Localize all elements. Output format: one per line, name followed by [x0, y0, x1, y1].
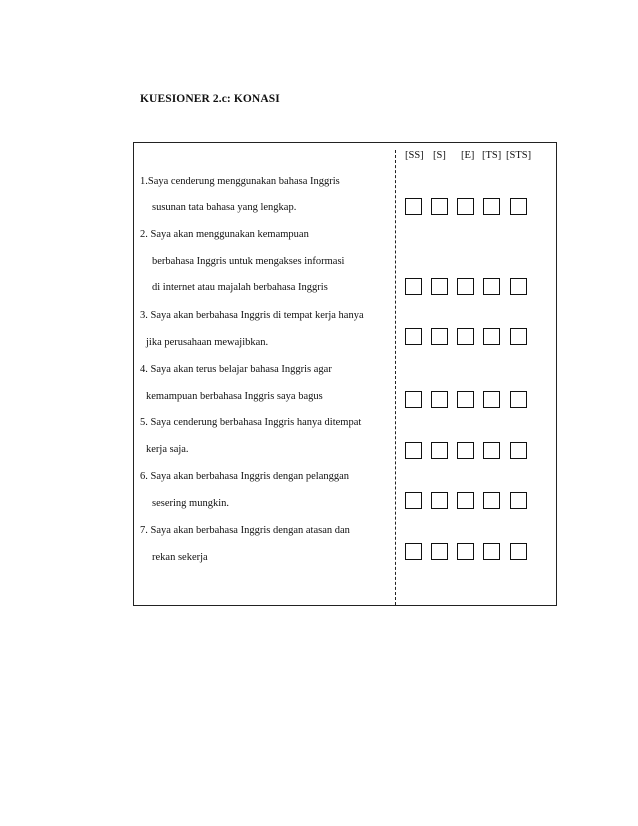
- item-4-line-1: 4. Saya akan terus belajar bahasa Inggris agar: [140, 364, 332, 375]
- item-1-line-2: susunan tata bahasa yang lengkap.: [152, 202, 297, 213]
- item-1-s-checkbox[interactable]: [431, 198, 448, 215]
- item-6-e-checkbox[interactable]: [457, 492, 474, 509]
- item-4-line-2: kemampuan berbahasa Inggris saya bagus: [146, 391, 323, 402]
- item-7-ts-checkbox[interactable]: [483, 543, 500, 560]
- item-5-line-2: kerja saja.: [146, 444, 189, 455]
- item-5-ts-checkbox[interactable]: [483, 442, 500, 459]
- item-7-e-checkbox[interactable]: [457, 543, 474, 560]
- item-2-line-1: 2. Saya akan menggunakan kemampuan: [140, 229, 309, 240]
- item-3-s-checkbox[interactable]: [431, 328, 448, 345]
- item-3-ss-checkbox[interactable]: [405, 328, 422, 345]
- scale-header-ss: [SS]: [405, 150, 424, 161]
- item-5-e-checkbox[interactable]: [457, 442, 474, 459]
- item-2-line-2: berbahasa Inggris untuk mengakses informasi: [152, 256, 345, 267]
- item-3-line-1: 3. Saya akan berbahasa Inggris di tempat kerja hanya: [140, 310, 364, 321]
- item-2-line-3: di internet atau majalah berbahasa Inggris: [152, 282, 328, 293]
- item-3-sts-checkbox[interactable]: [510, 328, 527, 345]
- item-1-ts-checkbox[interactable]: [483, 198, 500, 215]
- item-6-line-2: sesering mungkin.: [152, 498, 229, 509]
- item-3-e-checkbox[interactable]: [457, 328, 474, 345]
- item-5-line-1: 5. Saya cenderung berbahasa Inggris hanya ditempat: [140, 417, 362, 428]
- item-7-line-1: 7. Saya akan berbahasa Inggris dengan atasan dan: [140, 525, 350, 536]
- scale-header-sts: [STS]: [506, 150, 532, 161]
- item-7-line-2: rekan sekerja: [152, 552, 208, 563]
- item-6-s-checkbox[interactable]: [431, 492, 448, 509]
- item-2-ts-checkbox[interactable]: [483, 278, 500, 295]
- item-6-sts-checkbox[interactable]: [510, 492, 527, 509]
- item-6-ss-checkbox[interactable]: [405, 492, 422, 509]
- item-2-e-checkbox[interactable]: [457, 278, 474, 295]
- item-5-sts-checkbox[interactable]: [510, 442, 527, 459]
- item-1-sts-checkbox[interactable]: [510, 198, 527, 215]
- item-3-ts-checkbox[interactable]: [483, 328, 500, 345]
- item-4-e-checkbox[interactable]: [457, 391, 474, 408]
- item-6-ts-checkbox[interactable]: [483, 492, 500, 509]
- item-7-sts-checkbox[interactable]: [510, 543, 527, 560]
- item-1-ss-checkbox[interactable]: [405, 198, 422, 215]
- item-2-sts-checkbox[interactable]: [510, 278, 527, 295]
- item-3-line-2: jika perusahaan mewajibkan.: [146, 337, 269, 348]
- item-1-line-1: 1.Saya cenderung menggunakan bahasa Inggris: [140, 176, 340, 187]
- item-7-s-checkbox[interactable]: [431, 543, 448, 560]
- item-1-e-checkbox[interactable]: [457, 198, 474, 215]
- item-2-s-checkbox[interactable]: [431, 278, 448, 295]
- scale-header-ts: [TS]: [482, 150, 502, 161]
- item-4-ss-checkbox[interactable]: [405, 391, 422, 408]
- item-5-s-checkbox[interactable]: [431, 442, 448, 459]
- item-2-ss-checkbox[interactable]: [405, 278, 422, 295]
- scale-header-e: [E]: [461, 150, 475, 161]
- item-5-ss-checkbox[interactable]: [405, 442, 422, 459]
- column-divider: [395, 150, 396, 605]
- item-4-s-checkbox[interactable]: [431, 391, 448, 408]
- item-6-line-1: 6. Saya akan berbahasa Inggris dengan pelanggan: [140, 471, 350, 482]
- scale-header-s: [S]: [433, 150, 446, 161]
- item-7-ss-checkbox[interactable]: [405, 543, 422, 560]
- item-4-ts-checkbox[interactable]: [483, 391, 500, 408]
- questionnaire-title: KUESIONER 2.c: KONASI: [140, 93, 280, 105]
- item-4-sts-checkbox[interactable]: [510, 391, 527, 408]
